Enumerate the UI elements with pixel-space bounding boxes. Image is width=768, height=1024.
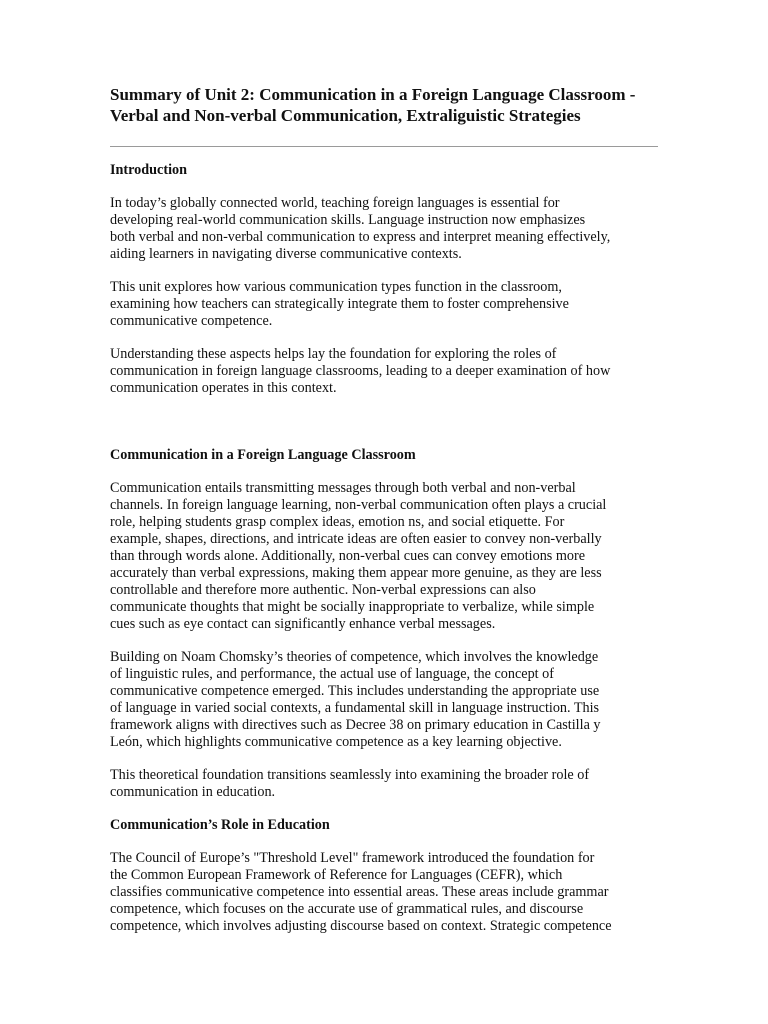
section-heading-communication: Communication in a Foreign Language Classroom	[110, 447, 416, 463]
paragraph: Understanding these aspects helps lay the foundation for exploring the roles of communication in foreign language classrooms, leading to a deeper examination of how communication operates in this context.	[110, 346, 611, 396]
paragraph: Building on Noam Chomsky’s theories of competence, which involves the knowledge of linguistic rules, and performance, the actual use of language, the concept of communicative competence emerged. This includes understanding the appropriate use of language in varied social contexts, a fundamental skill in language instruction. This framework aligns with directives such as Decree 38 on primary education in Castilla y León, which highlights communicative competence as a key learning objective.	[110, 649, 601, 750]
paragraph: Communication entails transmitting messages through both verbal and non-verbal channels. In foreign language learning, non-verbal communication often plays a crucial role, helping students grasp complex ideas, emotion ns, and social etiquette. For example, shapes, directions, and intricate ideas are often easier to convey non-verbally than through words alone. Additionally, non-verbal cues can convey emotions more accurately than verbal expressions, making them appear more genuine, as they are less controllable and therefore more authentic. Non-verbal expressions can also communicate thoughts that might be socially inappropriate to verbalize, while simple cues such as eye contact can significantly enhance verbal messages.	[110, 480, 607, 632]
section-heading-role-in-education: Communication’s Role in Education	[110, 817, 330, 833]
document-page	[110, 84, 658, 935]
document-title: Summary of Unit 2: Communication in a Foreign Language Classroom - Verbal and Non-verbal Communication, Extraliguistic Strategies	[110, 85, 636, 125]
paragraph: The Council of Europe’s "Threshold Level" framework introduced the foundation for the Common European Framework of Reference for Languages (CEFR), which classifies communicative competence into essential areas. These areas include grammar competence, which focuses on the accurate use of grammatical rules, and discourse competence, which involves adjusting discourse based on context. Strategic competence	[110, 850, 612, 934]
section-heading-introduction: Introduction	[110, 162, 187, 178]
paragraph: This unit explores how various communication types function in the classroom, examining how teachers can strategically integrate them to foster comprehensive communicative competence.	[110, 279, 569, 329]
paragraph: This theoretical foundation transitions seamlessly into examining the broader role of communication in education.	[110, 767, 590, 800]
title-divider	[110, 146, 658, 147]
paragraph: In today’s globally connected world, teaching foreign languages is essential for developing real-world communication skills. Language instruction now emphasizes both verbal and non-verbal communication to express and interpret meaning effectively, aiding learners in navigating diverse communicative contexts.	[110, 195, 611, 262]
